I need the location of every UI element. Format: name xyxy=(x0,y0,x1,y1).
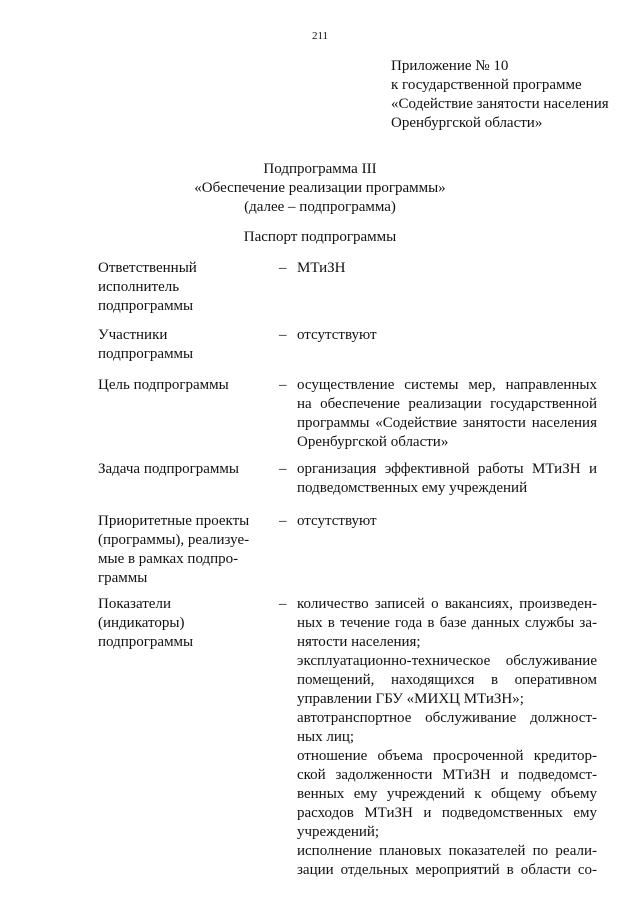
row-label xyxy=(98,460,268,479)
value-line: нятости населения; xyxy=(297,634,421,650)
heading-line: (далее – подпрограмма) xyxy=(244,199,396,215)
row-value xyxy=(297,376,597,452)
passport-title: Паспорт подпрограммы xyxy=(243,229,397,245)
row-dash: – xyxy=(279,377,287,393)
row-dash: – xyxy=(279,260,287,276)
row-label xyxy=(98,326,268,364)
value-line: отсутствуют xyxy=(297,327,377,343)
value-line: осуществление системы мер, направленных xyxy=(297,377,597,393)
subprogram-heading xyxy=(0,160,640,217)
value-line: управлении ГБУ «МИХЦ МТиЗН»; xyxy=(297,691,524,707)
value-line: на обеспечение реализации государственной xyxy=(297,396,597,412)
label-line: подпрограммы xyxy=(98,634,194,650)
label-line: Задача подпрограммы xyxy=(98,461,239,477)
row-dash: – xyxy=(279,327,287,343)
value-line: ской задолженности МТиЗН и подведомст- xyxy=(297,767,597,783)
label-line: Приоритетные проекты xyxy=(98,513,250,529)
value-line: ных в течение года в базе данных службы за- xyxy=(297,615,597,631)
appendix-line: Оренбургской области» xyxy=(391,115,543,131)
row-value xyxy=(297,326,597,345)
value-line: МТиЗН xyxy=(297,260,346,276)
value-line: исполнение плановых показателей по реали- xyxy=(297,843,597,859)
label-line: подпрограммы xyxy=(98,298,194,314)
label-line: подпрограммы xyxy=(98,346,194,362)
row-label xyxy=(98,376,268,395)
label-line: Ответственный xyxy=(98,260,197,276)
row-value xyxy=(297,259,597,278)
value-line: отношение объема просроченной кредитор- xyxy=(297,748,597,764)
value-line: венных ему учреждений к общему объему xyxy=(297,786,597,802)
row-label xyxy=(98,595,268,652)
value-line: расходов МТиЗН и подведомственных ему xyxy=(297,805,597,821)
row-dash: – xyxy=(279,461,287,477)
value-line: ных лиц; xyxy=(297,729,355,745)
row-dash: – xyxy=(279,596,287,612)
value-line: отсутствуют xyxy=(297,513,377,529)
value-line: учреждений; xyxy=(297,824,380,840)
label-line: граммы xyxy=(98,570,148,586)
heading-line: Подпрограмма III xyxy=(263,161,377,177)
appendix-line: «Содействие занятости населения xyxy=(391,96,609,112)
value-line: количество записей о вакансиях, произведен- xyxy=(297,596,597,612)
value-line: автотранспортное обслуживание должност- xyxy=(297,710,597,726)
value-line: помещений, находящихся в оперативном xyxy=(297,672,597,688)
row-value xyxy=(297,460,597,498)
appendix-line: Приложение № 10 xyxy=(391,58,509,74)
label-line: Показатели xyxy=(98,596,171,612)
row-label xyxy=(98,512,268,588)
appendix-line: к государственной программе xyxy=(391,77,582,93)
value-line: эксплуатационно-техническое обслуживание xyxy=(297,653,597,669)
value-line: зации отдельных мероприятий в области со- xyxy=(297,862,597,878)
label-line: (программы), реализуе- xyxy=(98,532,250,548)
appendix-note xyxy=(391,57,609,133)
value-line: подведомственных ему учреждений xyxy=(297,480,528,496)
label-line: Участники xyxy=(98,327,168,343)
value-line: организация эффективной работы МТиЗН и xyxy=(297,461,597,477)
label-line: мые в рамках подпро- xyxy=(98,551,239,567)
row-label xyxy=(98,259,268,316)
value-line: Оренбургской области» xyxy=(297,434,449,450)
page-number: 211 xyxy=(311,30,329,42)
label-line: Цель подпрограммы xyxy=(98,377,229,393)
label-line: исполнитель xyxy=(98,279,180,295)
row-dash: – xyxy=(279,513,287,529)
row-value xyxy=(297,595,597,880)
label-line: (индикаторы) xyxy=(98,615,185,631)
heading-line: «Обеспечение реализации программы» xyxy=(194,180,446,196)
row-value xyxy=(297,512,597,531)
value-line: программы «Содействие занятости населения xyxy=(297,415,597,431)
